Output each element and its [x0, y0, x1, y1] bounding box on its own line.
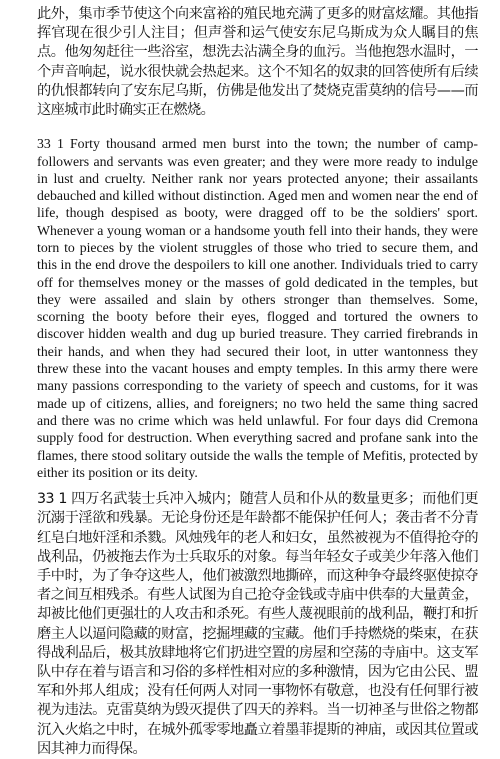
paragraph-english-section-33: 33 1 Forty thousand armed men burst into the town; the number of camp-followers and servants was even greater; and they were more ready to indulge in lust and cruelty. Neither rank nor years protected anyone; their assailants debauched and killed without distinction. Aged men and women near the end of life, though despised as booty, were dragged off to be the soldiers' sport. Whenever a young woman or a handsome youth fell into their hands, they were torn to pieces by the violent struggles of those who tried to secure them, and this in the end drove the despoilers to kill one another. Individuals tried to carry off for themselves money or the masses of gold dedicated in the temples, but they were assailed and slain by others stronger than themselves. Some, scorning the booty before their eyes, flogged and tortured the owners to discover hidden wealth and dug up buried treasure. They carried firebrands in their hands, and when they had secured their loot, in utter wantonness they threw these into the vacant houses and empty temples. In this army there were many passions corresponding to the variety of speech and customs, for it was made up of citizens, allies, and foreigners; no two held the same thing sacred and there was no crime which was held unlawful. For four days did Cremona supply food for destruction. When everything sacred and profane sank into the flames, there stood solitary outside the walls the temple of Mefitis, protected by either its position or its deity.: [37, 136, 479, 480]
paragraph-chinese-intro: 此外，集市季节使这个向来富裕的殖民地充满了更多的财富炫耀。其他指挥官现在很少引人注目；但声誉和运气使安东尼乌斯成为众人瞩目的焦点。他匆匆赶往一些浴室，想洗去沾满全身的血污。当他抱怨水温时，一个声音响起，说水很快就会热起来。这个不知名的奴隶的回答使所有后续的仇恨都转向了安东尼乌斯，仿佛是他发出了焚烧克雷莫纳的信号——而这座城市此时确实正在燃烧。: [37, 6, 478, 119]
paragraph-chinese-section-33: 33 1 四万名武装士兵冲入城内；随营人员和仆从的数量更多；而他们更沉溺于淫欲和残暴。无论身份还是年龄都不能保护任何人；袭击者不分青红皂白地奸淫和杀戮。风烛残年的老人和妇女，虽然被视为不值得抢夺的战利品，仍被拖去作为士兵取乐的对象。每当年轻女子或美少年落入他们手中时，为了争夺这些人，他们被激烈地撕碎，而这种争夺最终驱使掠夺者之间互相残杀。有些人试图为自己抢夺金钱或寺庙中供奉的大量黄金，却被比他们更强壮的人攻击和杀死。有些人蔑视眼前的战利品，鞭打和折磨主人以逼问隐藏的财富，挖掘埋藏的宝藏。他们手持燃烧的柴束，在获得战利品后，极其放肆地将它们扔进空置的房屋和空荡的寺庙中。这支军队中存在着与语言和习俗的多样性相对应的多种激情，因为它由公民、盟军和外邦人组成；没有任何两人对同一事物怀有敬意，也没有任何罪行被视为违法。克雷莫纳为毁灭提供了四天的养料。当一切神圣与世俗之物都沉入火焰之中时，在城外孤零零地矗立着墨菲提斯的神庙，或因其位置或因其神力而得保。: [37, 491, 478, 757]
